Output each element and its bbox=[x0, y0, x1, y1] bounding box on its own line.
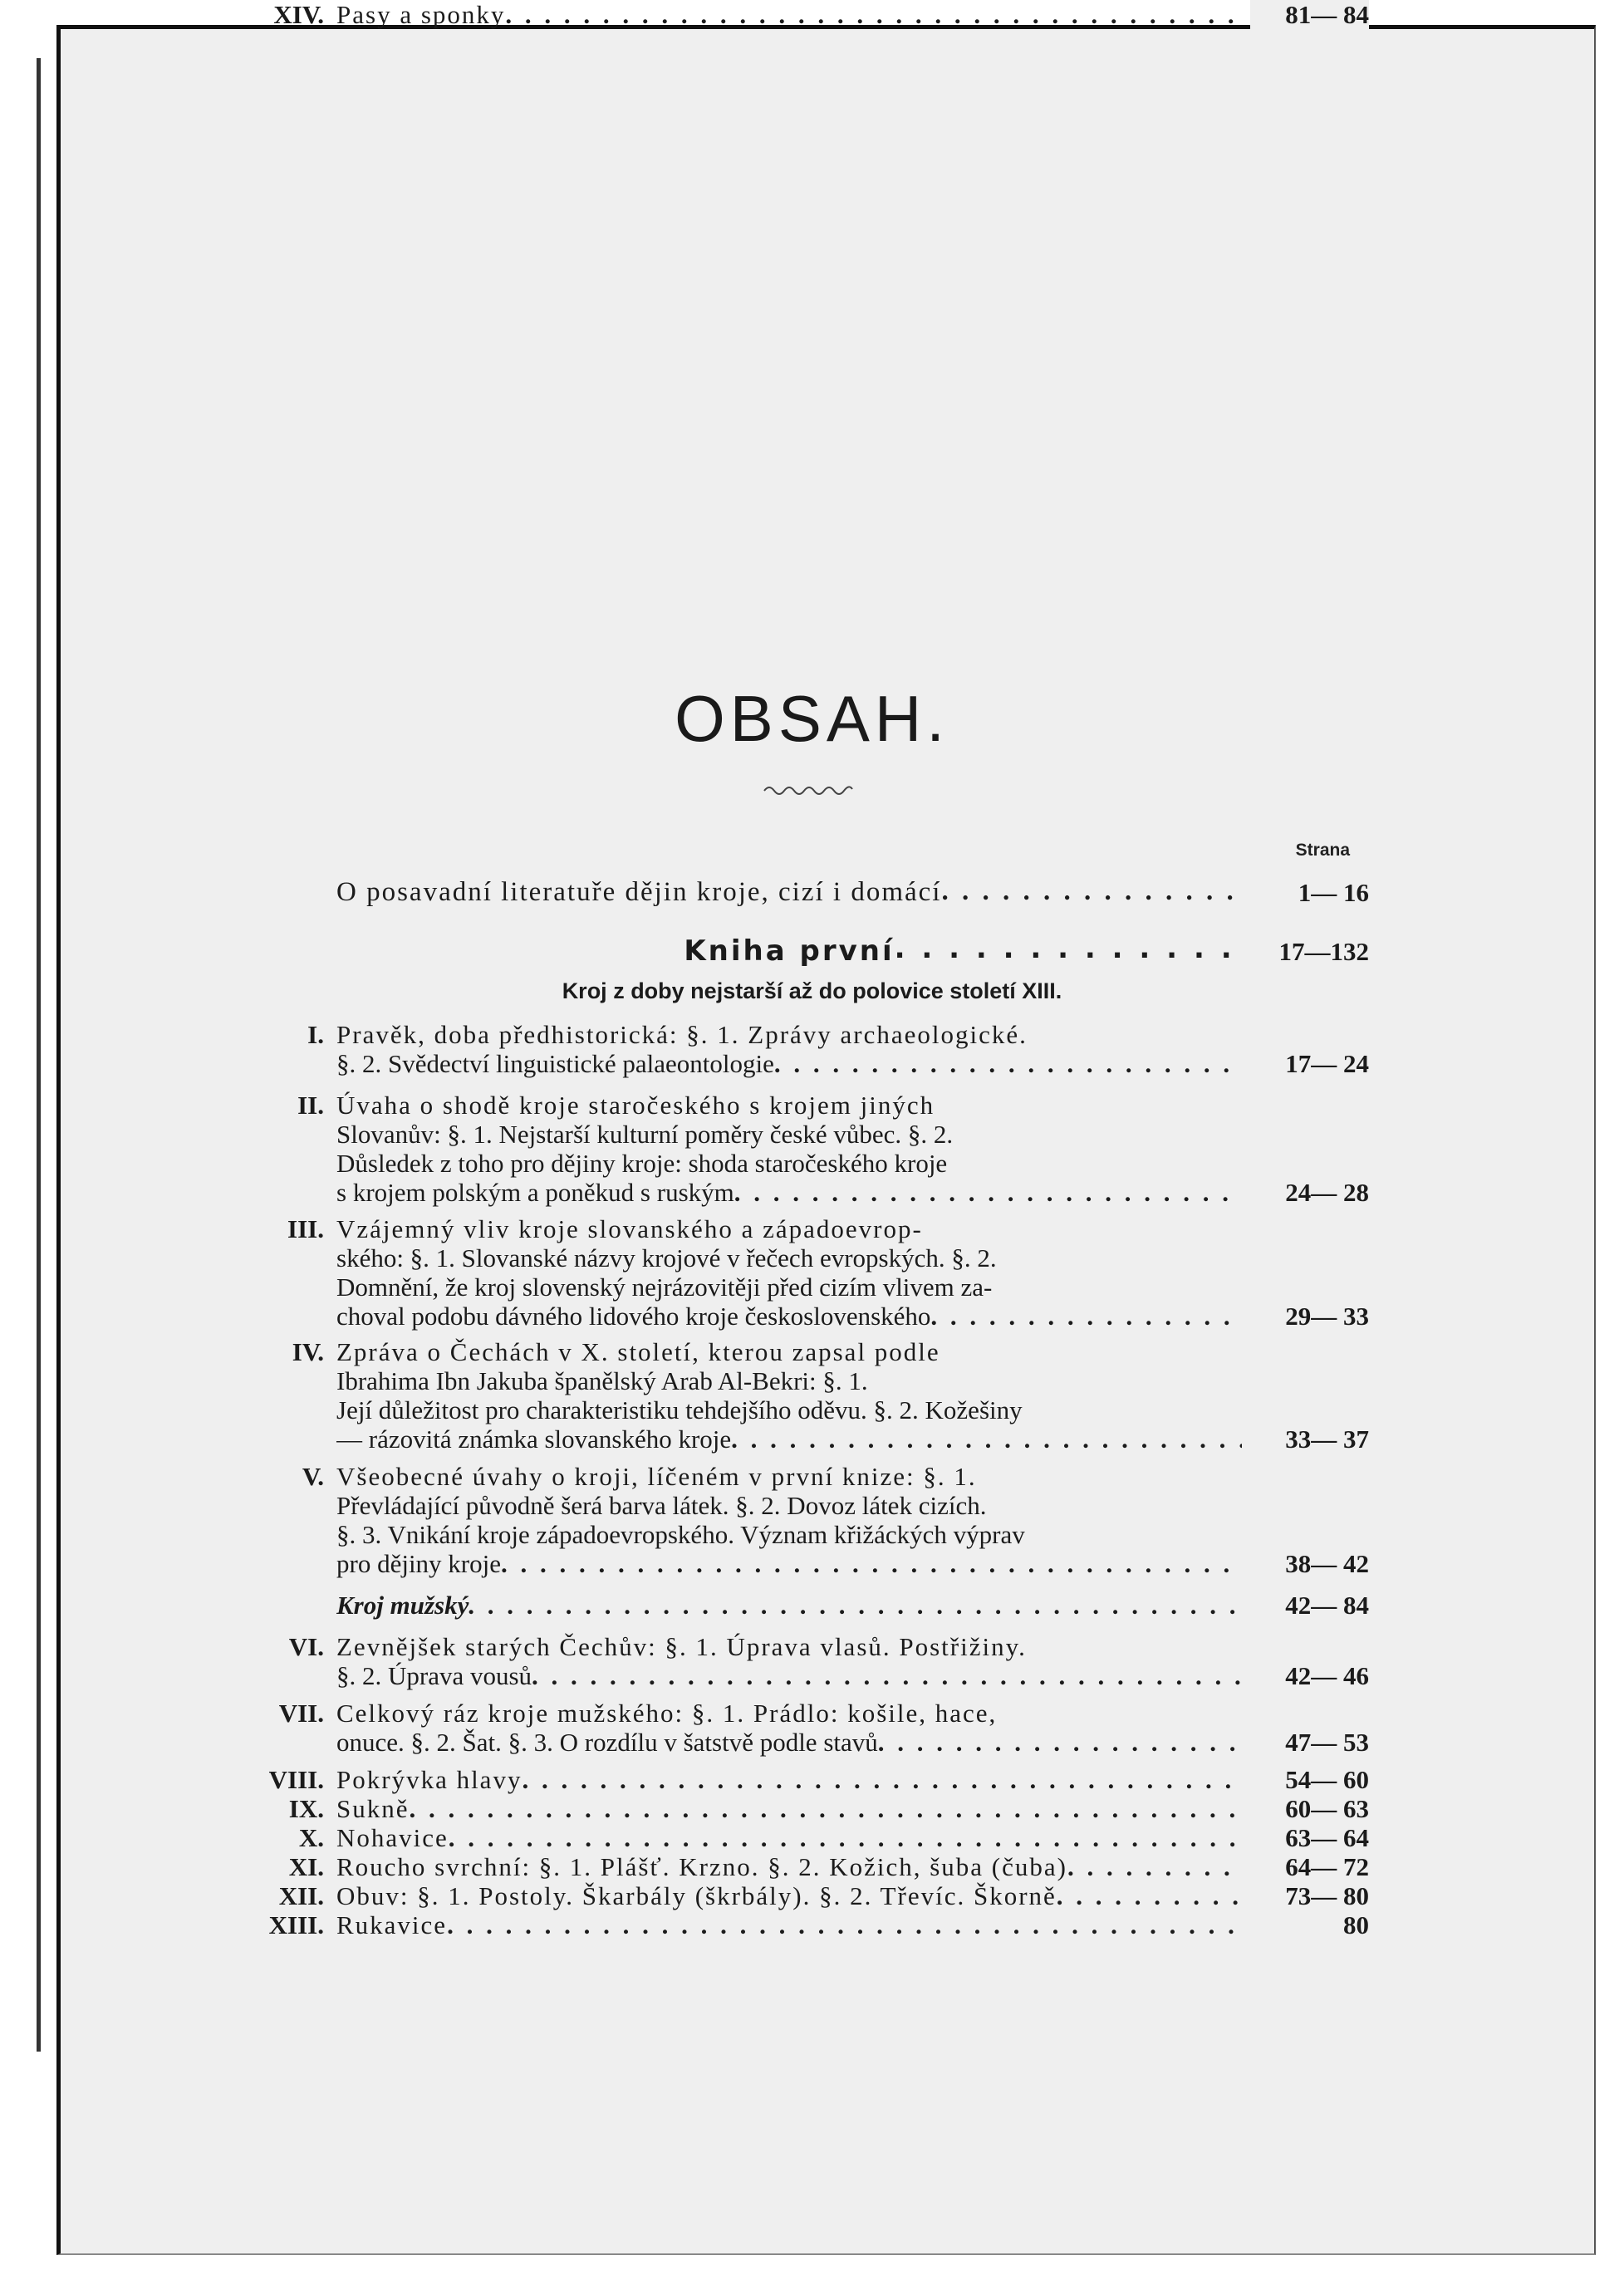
entry-pages: 81— 84 bbox=[1250, 0, 1369, 29]
entry-pages: 64— 72 bbox=[1250, 1852, 1369, 1881]
entry-pages: 29— 33 bbox=[1250, 1302, 1369, 1331]
entry-line: choval podobu dávného lidového kroje československého . . . bbox=[336, 1302, 930, 1331]
entry-pages: 60— 63 bbox=[1250, 1794, 1369, 1823]
entry-number: VIII. bbox=[268, 1765, 324, 1794]
entry-pages: 17— 24 bbox=[1250, 1049, 1369, 1078]
entry-line: Pokrývka hlavy . . . bbox=[336, 1765, 522, 1794]
entry-line: s krojem polským a poněkud s ruským . . . bbox=[336, 1178, 734, 1207]
entry-number: III. bbox=[287, 1214, 324, 1243]
entry-line: Převládající původně šerá barva látek. §. 2. Dovoz látek cizích. bbox=[336, 1491, 987, 1520]
entry-number: IX. bbox=[288, 1794, 324, 1823]
entry-line: Ibrahima Ibn Jakuba španělský Arab Al-Bekri: §. 1. bbox=[336, 1366, 868, 1395]
book-title: Kniha první . . . bbox=[684, 937, 894, 966]
entry-line: §. 3. Vnikání kroje západoevropského. Význam křižáckých výprav bbox=[336, 1520, 1025, 1549]
entry-line: Pravěk, doba předhistorická: §. 1. Zprávy archaeologické. bbox=[336, 1020, 1028, 1049]
entry-number: X. bbox=[298, 1823, 324, 1852]
entry-pages: 33— 37 bbox=[1250, 1424, 1369, 1454]
entry-line: Kroj mužský . . . bbox=[336, 1591, 469, 1620]
entry-pages: 24— 28 bbox=[1250, 1178, 1369, 1207]
entry-line: Její důležitost pro charakteristiku tehdejšího oděvu. §. 2. Kožešiny bbox=[336, 1395, 1023, 1424]
entry-line: Vzájemný vliv kroje slovanského a západoevrop- bbox=[336, 1214, 923, 1243]
entry-number: VI. bbox=[288, 1632, 324, 1661]
entry-number: II. bbox=[297, 1091, 324, 1120]
entry-number: XIV. bbox=[273, 0, 324, 29]
entry-pages: 54— 60 bbox=[1250, 1765, 1369, 1794]
ornament-flourish-icon bbox=[763, 781, 854, 797]
entry-line: Zpráva o Čechách v X. století, kterou zapsal podle bbox=[336, 1337, 940, 1366]
book-subtitle: Kroj z doby nejstarší až do polovice století XIII. bbox=[562, 978, 1062, 1003]
entry-line: Pasy a sponky . . . bbox=[336, 0, 505, 29]
scan-edge bbox=[37, 58, 41, 2052]
entry-number: XIII. bbox=[268, 1910, 324, 1939]
entry-pages: 47— 53 bbox=[1250, 1728, 1369, 1757]
entry-line: pro dějiny kroje . . . bbox=[336, 1549, 501, 1578]
entry-pages: 80 bbox=[1250, 1910, 1369, 1939]
entry-line: Obuv: §. 1. Postoly. Škarbály (škrbály). §. 2. Třevíc. Škorně . . . bbox=[336, 1881, 1057, 1910]
entry-number: IV. bbox=[292, 1337, 324, 1366]
entry-line: — rázovitá známka slovanského kroje . . . bbox=[336, 1424, 731, 1454]
book-pages: 17—132 bbox=[1250, 937, 1369, 966]
entry-pages: 73— 80 bbox=[1250, 1881, 1369, 1910]
entry-line: §. 2. Svědectví linguistické palaeontologie . . . bbox=[336, 1049, 774, 1078]
intro-text: O posavadní literatuře dějin kroje, cizí i domácí . . . bbox=[336, 878, 941, 907]
entry-line: Slovanův: §. 1. Nejstarší kulturní poměry české vůbec. §. 2. bbox=[336, 1120, 954, 1149]
entry-line: Celkový ráz kroje mužského: §. 1. Prádlo: košile, hace, bbox=[336, 1699, 998, 1728]
entry-line: §. 2. Úprava vousů . . . bbox=[336, 1661, 532, 1690]
entry-line: ského: §. 1. Slovanské názvy krojové v řečech evropských. §. 2. bbox=[336, 1243, 997, 1272]
entry-pages: 42— 46 bbox=[1250, 1661, 1369, 1690]
intro-pages: 1— 16 bbox=[1250, 878, 1369, 907]
entry-line: Roucho svrchní: §. 1. Plášť. Krzno. §. 2. Kožich, šuba (čuba) . . . bbox=[336, 1852, 1067, 1881]
entry-number: I. bbox=[307, 1020, 324, 1049]
entry-number: XI. bbox=[288, 1852, 324, 1881]
entry-line: Nohavice . . . bbox=[336, 1823, 449, 1852]
entry-line: Zevnějšek starých Čechův: §. 1. Úprava vlasů. Postřižiny. bbox=[336, 1632, 1027, 1661]
entry-line: Rukavice . . . bbox=[336, 1910, 447, 1939]
entry-pages: 63— 64 bbox=[1250, 1823, 1369, 1852]
entry-line: Důsledek z toho pro dějiny kroje: shoda staročeského kroje bbox=[336, 1149, 948, 1178]
entry-number: V. bbox=[302, 1462, 324, 1491]
entry-line: Domnění, že kroj slovenský nejrázovitěji před cizím vlivem za- bbox=[336, 1272, 993, 1302]
entry-number: XII. bbox=[278, 1881, 324, 1910]
entry-pages: 38— 42 bbox=[1250, 1549, 1369, 1578]
entry-line: Úvaha o shodě kroje staročeského s krojem jiných bbox=[336, 1091, 935, 1120]
entry-line: Všeobecné úvahy o kroji, líčeném v první knize: §. 1. bbox=[336, 1462, 977, 1491]
entry-line: onuce. §. 2. Šat. §. 3. O rozdílu v šatstvě podle stavů . . . bbox=[336, 1728, 878, 1757]
entry-number: VII. bbox=[278, 1699, 324, 1728]
entry-line: Sukně . . . bbox=[336, 1794, 410, 1823]
entry-pages: 42— 84 bbox=[1250, 1591, 1369, 1620]
strana-column-label: Strana bbox=[1295, 841, 1350, 860]
page-title: OBSAH. bbox=[675, 682, 949, 755]
